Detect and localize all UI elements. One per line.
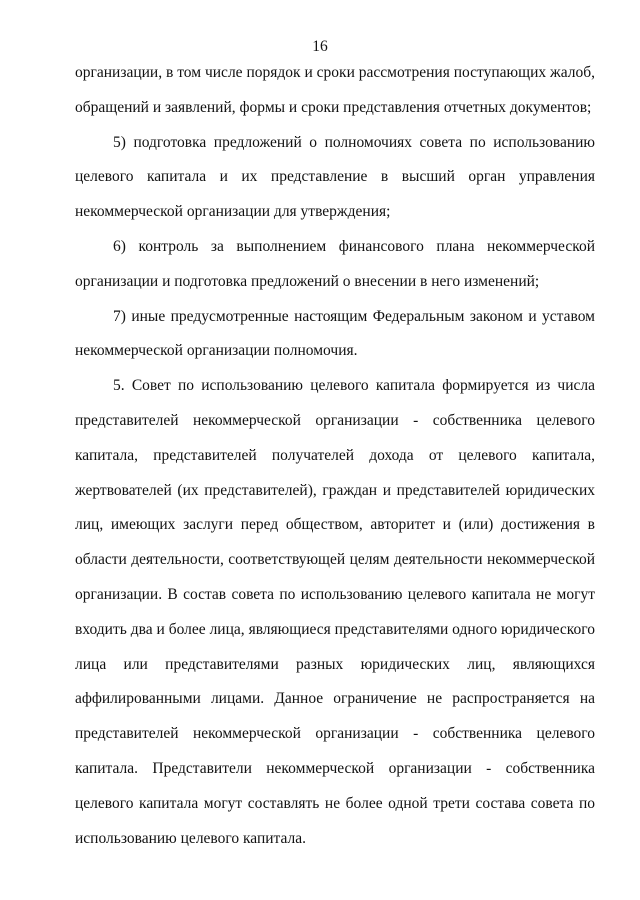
text-line: представителей некоммерческой организации - собственника целевого <box>75 411 595 429</box>
text-line: аффилированными лицами. Данное ограничение не распространяется на <box>75 690 595 708</box>
text-line: организации, в том числе порядок и сроки рассмотрения поступающих жалоб, <box>75 64 595 81</box>
text-line: использованию целевого капитала. <box>75 829 307 847</box>
text-line: организации. В состав совета по использованию целевого капитала не могут <box>75 585 595 603</box>
text-line: 7) иные предусмотренные настоящим Федеральным законом и уставом <box>113 307 595 325</box>
text-line: некоммерческой организации полномочия. <box>75 342 358 360</box>
text-line: 6) контроль за выполнением финансового плана некоммерческой <box>113 237 595 255</box>
text-line: представителей некоммерческой организации - собственника целевого <box>75 725 595 743</box>
text-line: обращений и заявлений, формы и сроки представления отчетных документов; <box>75 98 592 116</box>
text-line: жертвователей (их представителей), граждан и представителей юридических <box>75 481 595 499</box>
text-line: входить два и более лица, являющиеся представителями одного юридического <box>75 620 595 638</box>
text-line: капитала. Представители некоммерческой организации - собственника <box>75 759 595 777</box>
text-line: 5. Совет по использованию целевого капитала формируется из числа <box>113 377 595 395</box>
text-line: организации и подготовка предложений о внесении в него изменений; <box>75 272 540 290</box>
text-line: области деятельности, соответствующей целям деятельности некоммерческой <box>75 551 595 569</box>
document-body <box>75 56 595 856</box>
text-line: целевого капитала и их представление в высший орган управления <box>75 168 595 186</box>
text-line: лица или представителями разных юридических лиц, являющихся <box>75 655 595 673</box>
text-line: капитала, представителей получателей дохода от целевого капитала, <box>75 446 595 464</box>
text-line: некоммерческой организации для утверждения; <box>75 203 391 221</box>
page-number: 16 <box>312 38 328 55</box>
text-line: лиц, имеющих заслуги перед обществом, авторитет и (или) достижения в <box>75 516 595 534</box>
text-line: целевого капитала могут составлять не более одной трети состава совета по <box>75 794 595 812</box>
text-line: 5) подготовка предложений о полномочиях совета по использованию <box>113 133 595 151</box>
